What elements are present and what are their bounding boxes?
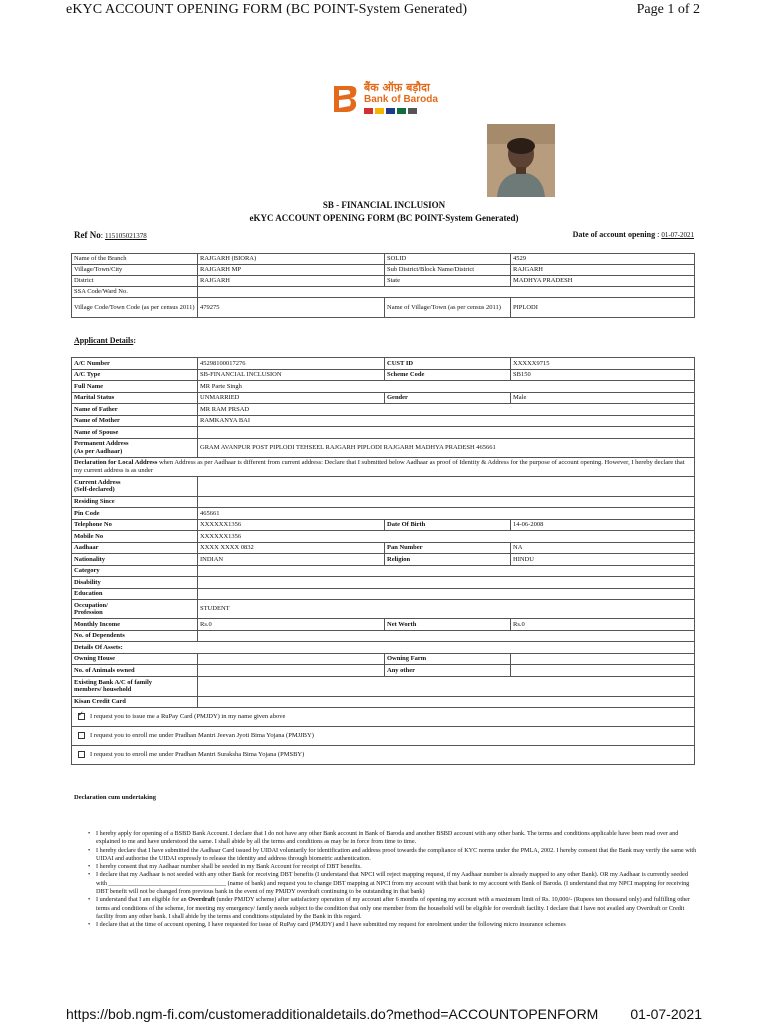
account-opening-date: Date of account opening : 01-07-2021 <box>572 230 694 239</box>
request-rupay-text: I request you to issue me a RuPay Card (PMJDY) in my name given above <box>90 713 286 721</box>
cell-value: RAJGARH (BIORA) <box>198 254 385 265</box>
table-row <box>72 392 695 404</box>
cell-value: XXXXXX1356 <box>198 531 695 543</box>
table-row <box>72 653 695 665</box>
table-row <box>72 577 695 589</box>
table-row <box>72 508 695 520</box>
cell-label: Education <box>72 588 198 600</box>
cell-value <box>198 665 385 677</box>
perm-addr-sublabel: (As per Aadhaar) <box>74 447 123 455</box>
ref-number: Ref No: 115105021378 <box>74 230 147 240</box>
table-row <box>72 287 695 298</box>
footer-date: 01-07-2021 <box>630 1006 702 1022</box>
existing-bank-label: Existing Bank A/C of family <box>74 678 153 686</box>
cell-label: Owning House <box>72 653 198 665</box>
list-item: • I hereby apply for opening of a BSBD Bank Account. I declare that I do not have any other Bank account in Bank of Baroda and another BSBD account with any other bank. The terms and conditions applicable have been read over and explained to me and have understood the same. I shall abide by all the terms and conditions as may be in force from time to time. <box>88 830 698 847</box>
table-row <box>72 265 695 276</box>
table-row <box>72 665 695 677</box>
table-row <box>72 676 695 696</box>
cell-label: Aadhaar <box>72 542 198 554</box>
cell-value: STUDENT <box>198 600 695 619</box>
list-item: • I declare that at the time of account opening, I have requested for issue of RuPay card (PMJDY) and I have submitted my request for enrolment under the following micro insurance schemes <box>88 921 698 929</box>
overdraft-pre: I understand that I am eligible for an <box>96 896 189 904</box>
cell-value: NA <box>511 542 695 554</box>
cell-label: Full Name <box>72 381 198 393</box>
cell-value <box>198 577 695 589</box>
list-item <box>88 896 698 921</box>
cell-value: MR Parte Singh <box>198 381 695 393</box>
table-row <box>72 708 695 727</box>
cell-value: Male <box>511 392 695 404</box>
cell-label: Village/Town/City <box>72 265 198 276</box>
cell-label <box>72 600 198 619</box>
ref-label: Ref No <box>74 230 101 240</box>
table-row <box>72 619 695 631</box>
bank-emblem-icon <box>330 82 362 114</box>
logo-hindi-text: बैंक ऑफ़ बड़ौदा <box>364 81 430 94</box>
applicant-details-table <box>71 357 695 765</box>
cell-value: UNMARRIED <box>198 392 385 404</box>
branch-details-table <box>71 253 695 318</box>
list-item: • I hereby consent that my Aadhaar number shall be seeded in my Bank Account for receipt of DBT benefits. <box>88 863 698 871</box>
cell-label: Pan Number <box>385 542 511 554</box>
cell-label: Mobile No <box>72 531 198 543</box>
cell-value <box>198 653 385 665</box>
cell-label: A/C Number <box>72 358 198 370</box>
cell-label: Residing Since <box>72 496 198 508</box>
cell-label: Disability <box>72 577 198 589</box>
request-rupay-row[interactable] <box>72 708 695 727</box>
cell-value <box>198 565 695 577</box>
date-value: 01-07-2021 <box>661 231 694 239</box>
cell-value: RAMKANYA BAI <box>198 415 695 427</box>
applicant-section-text: Applicant Details <box>74 336 134 345</box>
table-row <box>72 542 695 554</box>
request-pmsby-row[interactable] <box>72 746 695 765</box>
cell-value <box>198 496 695 508</box>
cell-label: Name of the Branch <box>72 254 198 265</box>
cell-value: RAJGARH MP <box>198 265 385 276</box>
request-pmjjby-text: I request you to enroll me under Pradhan Mantri Jeevan Jyoti Bima Yojana (PMJJBY) <box>90 732 314 740</box>
table-row <box>72 276 695 287</box>
cell-label: Sub District/Block Name/District <box>385 265 511 276</box>
declaration-title: Declaration cum undertaking <box>74 794 156 801</box>
cell-label: State <box>385 276 511 287</box>
cell-label: Monthly Income <box>72 619 198 631</box>
cell-value <box>198 696 695 708</box>
cell-value: Rs.0 <box>198 619 385 631</box>
cell-label: Name of Mother <box>72 415 198 427</box>
curr-addr-sublabel: (Self-declared) <box>74 486 115 493</box>
table-row <box>72 358 695 370</box>
cell-label <box>72 476 198 496</box>
table-row <box>72 369 695 381</box>
cell-label: Date Of Birth <box>385 519 511 531</box>
cell-label: A/C Type <box>72 369 198 381</box>
cell-label: No. of Dependents <box>72 630 198 642</box>
applicant-photo <box>487 124 555 197</box>
checkbox-checked-icon[interactable] <box>78 713 85 720</box>
list-item: • I declare that my Aadhaar is not seeded with any other Bank for receiving DBT benefits (I understand that NPCI will reject mapping request, if my Aadhaar number is already mapped to any other Bank). OR my Aadhaar is currently seeded with ______________________________________ (name of bank) and request you to change DBT mapping at NPCI from my account with that bank to my account with Bank of Baroda. (I understand that my NPCI mapping for receiving DBT benefit will not be changed from previous bank in the event of my PMJDY overdraft continuing to be outstanding in that bank) <box>88 871 698 896</box>
cell-label: Scheme Code <box>385 369 511 381</box>
cell-label: Gender <box>385 392 511 404</box>
cell-label: Religion <box>385 554 511 566</box>
cell-value <box>198 427 695 439</box>
table-row <box>72 496 695 508</box>
table-row <box>72 381 695 393</box>
page-number: Page 1 of 2 <box>636 2 700 17</box>
cell-value: PIPLODI <box>511 298 695 318</box>
cell-label: Pin Code <box>72 508 198 520</box>
table-row <box>72 427 695 439</box>
logo-english-text: Bank of Baroda <box>364 94 438 105</box>
cell-label <box>72 438 198 457</box>
cell-label: Owning Farm <box>385 653 511 665</box>
cell-value: 4529 <box>511 254 695 265</box>
table-row <box>72 519 695 531</box>
table-row <box>72 630 695 642</box>
cell-value: XXXX XXXX 0832 <box>198 542 385 554</box>
cell-label: Marital Status <box>72 392 198 404</box>
request-pmsby-text: I request you to enroll me under Pradhan Mantri Suraksha Bima Yojana (PMSBY) <box>90 751 305 759</box>
table-row <box>72 746 695 765</box>
table-row <box>72 588 695 600</box>
cell-value: 479275 <box>198 298 385 318</box>
cell-label: No. of Animals owned <box>72 665 198 677</box>
cell-value: XXXXX9715 <box>511 358 695 370</box>
assets-heading: Details Of Assets: <box>72 642 695 654</box>
cell-label: Nationality <box>72 554 198 566</box>
overdraft-post: (under PMJDY scheme) after satisfactory operation of my account after 6 months of opening my account with a maximum limit of Rs. 10,000/- (Rupees ten thousand only) and fulfilling other terms and conditions of the scheme, for meeting my emergency/ family needs subject to the condition that only one member from the household will be eligible for overdraft facility. I declare that I have not availed any Overdraft or Credit facility from any other bank. I shall abide by the terms and conditions stipulated by the Bank in this regard. <box>96 896 690 920</box>
table-row <box>72 415 695 427</box>
cell-label: Name of Father <box>72 404 198 416</box>
cell-value: MR RAM PRSAD <box>198 404 695 416</box>
cell-label: Telephone No <box>72 519 198 531</box>
cell-value: RAJGARH <box>198 276 385 287</box>
declaration-list <box>88 830 698 930</box>
table-row <box>72 696 695 708</box>
local-decl-text: when Address as per Aadhaar is different from current address: Declare that I submitted below Aadhaar as proof of Identity & Address for the purpose of account opening. However, I hereby declare that my current address is as under <box>74 459 685 474</box>
list-item: • I hereby declare that I have submitted the Aadhaar Card issued by UIDAI voluntarily for identification and address proof towards the compliance of KYC norms under the PMLA, 2002. I hereby consent that the Bank may verify the same with UIDAI and authorise the UIDAI expressly to release the identity and address through biometric authentication. <box>88 847 698 864</box>
applicant-section-label: Applicant Details: <box>74 336 137 345</box>
cell-value: 14-06-2008 <box>511 519 695 531</box>
table-row <box>72 554 695 566</box>
cell-value: SB150 <box>511 369 695 381</box>
cell-label: SSA Code/Ward No. <box>72 287 198 298</box>
table-row <box>72 727 695 746</box>
cell-value <box>198 588 695 600</box>
table-row <box>72 600 695 619</box>
bank-logo <box>330 80 440 122</box>
cell-value <box>511 665 695 677</box>
table-row <box>72 457 695 476</box>
cell-value: GRAM AVANPUR POST PIPLODI TEHSEEL RAJGARH PIPLODI RAJGARH MADHYA PRADESH 465661 <box>198 438 695 457</box>
cell-value: Rs.0 <box>511 619 695 631</box>
cell-label: Name of Spouse <box>72 427 198 439</box>
cell-value: MADHYA PRADESH <box>511 276 695 287</box>
cell-value <box>511 653 695 665</box>
form-heading-scheme: SB - FINANCIAL INCLUSION <box>322 200 446 210</box>
ref-value: 115105021378 <box>104 232 147 240</box>
table-row <box>72 565 695 577</box>
cell-label: CUST ID <box>385 358 511 370</box>
table-row <box>72 531 695 543</box>
logo-strip <box>364 108 417 114</box>
cell-label: Any other <box>385 665 511 677</box>
cell-value: HINDU <box>511 554 695 566</box>
cell-label: District <box>72 276 198 287</box>
cell-value: 45298100017276 <box>198 358 385 370</box>
checkbox-icon[interactable] <box>78 732 85 739</box>
cell-value <box>198 287 695 298</box>
cell-label: Net Worth <box>385 619 511 631</box>
checkbox-icon[interactable] <box>78 751 85 758</box>
cell-value: SB-FINANCIAL INCLUSION <box>198 369 385 381</box>
cell-value <box>198 476 695 496</box>
form-heading-title: eKYC ACCOUNT OPENING FORM (BC POINT-System Generated) <box>249 213 519 223</box>
table-row <box>72 476 695 496</box>
cell-value: INDIAN <box>198 554 385 566</box>
profession-label: Profession <box>74 609 103 616</box>
cell-value <box>198 676 695 696</box>
cell-label <box>72 676 198 696</box>
table-row <box>72 404 695 416</box>
cell-value: RAJGARH <box>511 265 695 276</box>
table-row <box>72 642 695 654</box>
local-address-declaration <box>72 457 695 476</box>
cell-value: 465661 <box>198 508 695 520</box>
overdraft-bold: Overdraft <box>188 896 215 904</box>
cell-label: Name of Village/Town (as per census 2011) <box>385 298 511 318</box>
request-pmjjby-row[interactable] <box>72 727 695 746</box>
curr-addr-label: Current Address <box>74 478 121 486</box>
cell-label: Kisan Credit Card <box>72 696 198 708</box>
perm-addr-label: Permanent Address <box>74 440 129 448</box>
table-row <box>72 438 695 457</box>
date-label: Date of account opening <box>572 230 656 239</box>
local-decl-bold: Declaration for Local Address <box>74 459 158 467</box>
table-row <box>72 298 695 318</box>
document-title: eKYC ACCOUNT OPENING FORM (BC POINT-System Generated) <box>66 2 468 17</box>
cell-label: Category <box>72 565 198 577</box>
occupation-label: Occupation/ <box>74 601 108 609</box>
table-row <box>72 254 695 265</box>
footer-url: https://bob.ngm-fi.com/customeradditionaldetails.do?method=ACCOUNTOPENFORM <box>66 1006 599 1022</box>
cell-value: XXXXXX1356 <box>198 519 385 531</box>
cell-value <box>198 630 695 642</box>
cell-label: Village Code/Town Code (as per census 2011) <box>72 298 198 318</box>
existing-bank-sublabel: members/ household <box>74 686 132 693</box>
cell-label: SOLID <box>385 254 511 265</box>
